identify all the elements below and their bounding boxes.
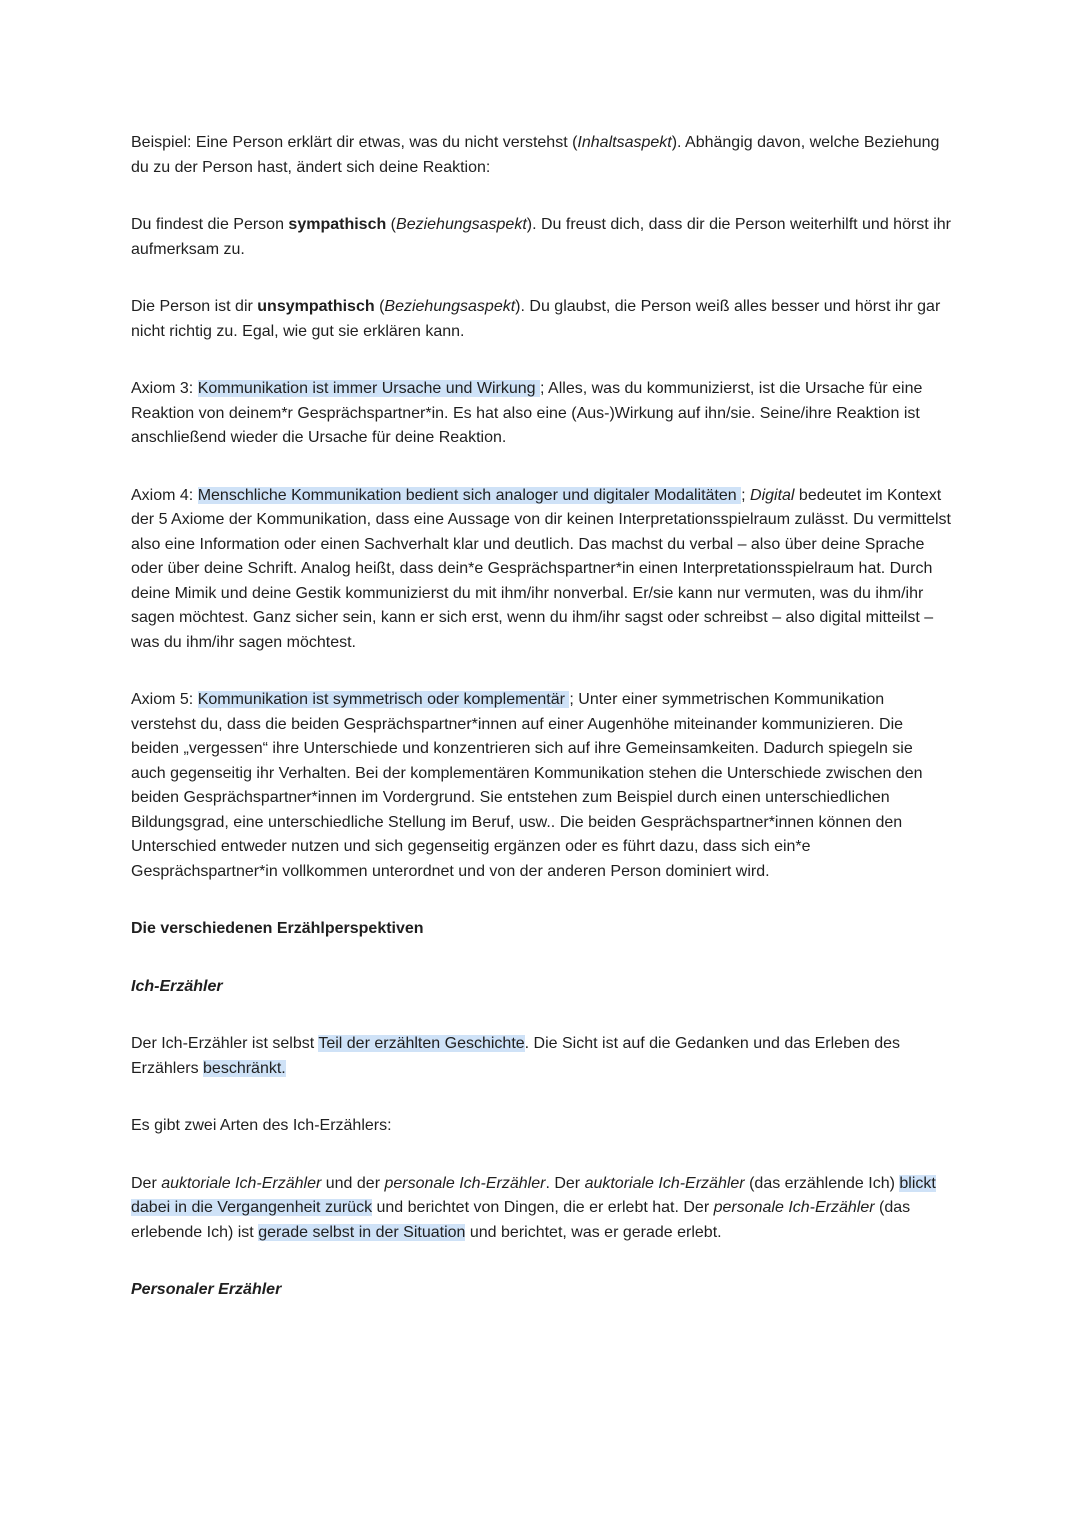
paragraph-sympathisch: Du findest die Person sympathisch (Beziehungsaspekt). Du freust dich, dass dir die Person weiterhilft und hörst ihr aufmerksam zu. bbox=[131, 216, 951, 258]
highlight: blickt dabei in die Vergangenheit zurück bbox=[131, 1174, 936, 1216]
highlight: beschränkt. bbox=[203, 1059, 286, 1077]
subheading-personaler-erzaehler: Personaler Erzähler bbox=[131, 1281, 282, 1298]
highlight: Menschliche Kommunikation bedient sich analoger und digitaler Modalitäten bbox=[197, 486, 742, 504]
highlight: Teil der erzählten Geschichte bbox=[318, 1035, 525, 1052]
paragraph-zwei-arten: Es gibt zwei Arten des Ich-Erzählers: bbox=[131, 1117, 392, 1134]
highlight: gerade selbst in der Situation bbox=[258, 1223, 466, 1241]
paragraph-axiom-5: Axiom 5: Kommunikation ist symmetrisch oder komplementär ; Unter einer symmetrischen Kommunikation verstehst du, dass die beiden Gesprächspartner*innen auf einer Augenhöhe miteinander kommunizieren. Die beiden „vergessen“ ihre Unterschiede und konzentrieren sich auf ihre Gemeinsamkeiten. Dadurch spiegeln sie auch gegenseitig ihr Verhalten. Bei der komplementären Kommunikation stehen die Unterschiede zwischen den beiden Gesprächspartner*innen im Vordergrund. Sie entstehen zum Beispiel durch einen unterschiedlichen Bildungsgrad, eine unterschiedliche Stellung im Beruf, usw.. Die beiden Gesprächspartner*innen können den Unterschied entweder nutzen und sich gegenseitig ergänzen oder es führt dazu, dass sich ein*e Gesprächspartner*in vollkommen unterordnet und von der anderen Person dominiert wird. bbox=[131, 691, 923, 880]
highlight: Kommunikation ist immer Ursache und Wirkung bbox=[197, 380, 541, 397]
subheading-ich-erzaehler: Ich-Erzähler bbox=[131, 977, 223, 995]
paragraph-axiom-3: Axiom 3: Kommunikation ist immer Ursache und Wirkung ; Alles, was du kommunizierst, ist die Ursache für eine Reaktion von deinem*r Gesprächspartner*in. Es hat also eine (Aus-)Wirkung auf ihn/sie. Seine/ihre Reaktion ist anschließend wieder die Ursache für deine Reaktion. bbox=[131, 380, 923, 446]
section-heading-erzaehlperspektiven: Die verschiedenen Erzählperspektiven bbox=[131, 920, 424, 937]
highlight: Kommunikation ist symmetrisch oder komplementär bbox=[197, 691, 570, 708]
paragraph-beispiel: Beispiel: Eine Person erklärt dir etwas, was du nicht verstehst (Inhaltsaspekt). Abhängig davon, welche Beziehung du zu der Person hast, ändert sich deine Reaktion: bbox=[131, 134, 940, 176]
paragraph-ich-erzaehler-arten: Der auktoriale Ich-Erzähler und der personale Ich-Erzähler. Der auktoriale Ich-Erzähler (das erzählende Ich) blickt dabei in die Vergangenheit zurück und berichtet von Dingen, die er erlebt hat. Der personale Ich-Erzähler (das erlebende Ich) ist gerade selbst in der Situation und berichtet, was er gerade erlebt. bbox=[131, 1174, 936, 1241]
paragraph-axiom-4: Axiom 4: Menschliche Kommunikation bedient sich analoger und digitaler Modalitäten ; Digital bedeutet im Kontext der 5 Axiome der Kommunikation, dass eine Aussage von dir keinen Interpretationsspielraum zulässt. Du vermittelst also eine Information oder einen Sachverhalt klar und deutlich. Das machst du verbal – also über deine Sprache oder über deine Schrift. Analog heißt, dass dein*e Gesprächspartner*in einen Interpretationsspielraum hat. Durch deine Mimik und deine Gestik kommunizierst du mit ihm/ihr nonverbal. Er/sie kann nur vermuten, was du ihm/ihr sagen möchtest. Ganz sicher sein, kann er sich erst, wenn du ihm/ihr sagst oder schreibst – also digital mitteilst – was du ihm/ihr sagen möchtest. bbox=[131, 486, 951, 651]
document-body bbox=[131, 131, 951, 1303]
paragraph-unsympathisch: Die Person ist dir unsympathisch (Beziehungsaspekt). Du glaubst, die Person weiß alles besser und hörst ihr gar nicht richtig zu. Egal, wie gut sie erklären kann. bbox=[131, 298, 941, 340]
paragraph-ich-erzaehler-definition: Der Ich-Erzähler ist selbst Teil der erzählten Geschichte. Die Sicht ist auf die Gedanken und das Erleben des Erzählers beschränkt. bbox=[131, 1035, 900, 1077]
